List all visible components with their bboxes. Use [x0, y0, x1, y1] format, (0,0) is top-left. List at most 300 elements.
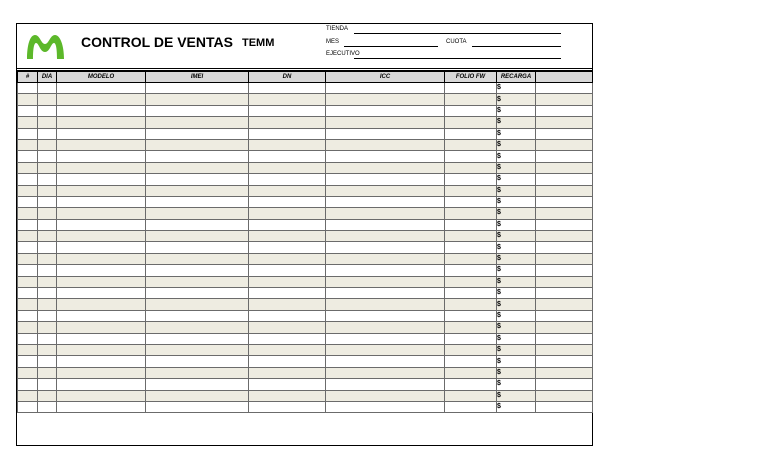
cell-icc[interactable] [326, 322, 445, 333]
cell-dn[interactable] [249, 288, 326, 299]
cell-dia[interactable] [38, 288, 57, 299]
cell-imei[interactable] [146, 379, 249, 390]
cell-modelo[interactable] [57, 288, 146, 299]
cell-folio-fw[interactable] [445, 379, 497, 390]
cell-icc[interactable] [326, 242, 445, 253]
cell-dn[interactable] [249, 310, 326, 321]
table-row [18, 310, 593, 321]
cell-modelo[interactable] [57, 219, 146, 230]
cell-icc[interactable] [326, 367, 445, 378]
cell-imei[interactable] [146, 162, 249, 173]
cell-number[interactable] [18, 310, 38, 321]
cell-dia[interactable] [38, 185, 57, 196]
cell-dia[interactable] [38, 162, 57, 173]
cell-icc[interactable] [326, 276, 445, 287]
cell-icc[interactable] [326, 196, 445, 207]
sales-control-sheet [16, 23, 593, 446]
cell-folio-fw[interactable] [445, 105, 497, 116]
table-row [18, 185, 593, 196]
cell-imei[interactable] [146, 94, 249, 105]
cell-dn[interactable] [249, 344, 326, 355]
cell-dia[interactable] [38, 299, 57, 310]
table-row [18, 265, 593, 276]
cell-dn[interactable] [249, 139, 326, 150]
table-row [18, 208, 593, 219]
cell-icc[interactable] [326, 231, 445, 242]
cell-number[interactable] [18, 117, 38, 128]
cell-number[interactable] [18, 231, 38, 242]
cell-folio-fw[interactable] [445, 83, 497, 94]
cell-extra[interactable] [536, 242, 593, 253]
cell-extra[interactable] [536, 128, 593, 139]
cell-dia[interactable] [38, 117, 57, 128]
table-row [18, 344, 593, 355]
cell-recarga[interactable]: $ [497, 288, 536, 299]
cell-number[interactable] [18, 162, 38, 173]
cell-dia[interactable] [38, 83, 57, 94]
cell-dn[interactable] [249, 231, 326, 242]
cell-dn[interactable] [249, 367, 326, 378]
cell-icc[interactable] [326, 185, 445, 196]
cell-folio-fw[interactable] [445, 390, 497, 401]
page-subtitle: TEMM [242, 37, 275, 49]
cell-recarga[interactable]: $ [497, 276, 536, 287]
cell-dn[interactable] [249, 276, 326, 287]
cell-dn[interactable] [249, 105, 326, 116]
table-row [18, 151, 593, 162]
brand-logo [24, 29, 67, 62]
table-row [18, 94, 593, 105]
cell-folio-fw[interactable] [445, 185, 497, 196]
cell-dn[interactable] [249, 265, 326, 276]
cell-folio-fw[interactable] [445, 139, 497, 150]
cell-imei[interactable] [146, 276, 249, 287]
cell-recarga[interactable]: $ [497, 174, 536, 185]
cell-dia[interactable] [38, 310, 57, 321]
cell-extra[interactable] [536, 185, 593, 196]
table-row [18, 242, 593, 253]
cell-recarga[interactable]: $ [497, 356, 536, 367]
cell-extra[interactable] [536, 174, 593, 185]
cell-extra[interactable] [536, 231, 593, 242]
cell-dia[interactable] [38, 94, 57, 105]
cell-folio-fw[interactable] [445, 253, 497, 264]
cell-icc[interactable] [326, 83, 445, 94]
cell-modelo[interactable] [57, 208, 146, 219]
cell-extra[interactable] [536, 356, 593, 367]
cell-imei[interactable] [146, 299, 249, 310]
cell-number[interactable] [18, 174, 38, 185]
cell-modelo[interactable] [57, 344, 146, 355]
cell-folio-fw[interactable] [445, 401, 497, 412]
cell-extra[interactable] [536, 367, 593, 378]
cell-recarga[interactable]: $ [497, 208, 536, 219]
cell-icc[interactable] [326, 310, 445, 321]
cell-number[interactable] [18, 390, 38, 401]
cell-imei[interactable] [146, 322, 249, 333]
cell-icc[interactable] [326, 288, 445, 299]
cell-recarga[interactable]: $ [497, 344, 536, 355]
cell-imei[interactable] [146, 105, 249, 116]
column-header-dia: DIA [38, 72, 57, 83]
cell-modelo[interactable] [57, 333, 146, 344]
cell-recarga[interactable]: $ [497, 390, 536, 401]
cell-modelo[interactable] [57, 379, 146, 390]
cell-dn[interactable] [249, 333, 326, 344]
cell-imei[interactable] [146, 139, 249, 150]
table-row [18, 276, 593, 287]
cell-folio-fw[interactable] [445, 299, 497, 310]
cell-imei[interactable] [146, 185, 249, 196]
cell-imei[interactable] [146, 401, 249, 412]
table-row [18, 356, 593, 367]
cell-recarga[interactable]: $ [497, 83, 536, 94]
cell-number[interactable] [18, 288, 38, 299]
cell-recarga[interactable]: $ [497, 231, 536, 242]
cell-imei[interactable] [146, 356, 249, 367]
cell-folio-fw[interactable] [445, 322, 497, 333]
cell-folio-fw[interactable] [445, 356, 497, 367]
cell-number[interactable] [18, 94, 38, 105]
column-header-icc: ICC [326, 72, 445, 83]
cell-imei[interactable] [146, 367, 249, 378]
cell-extra[interactable] [536, 288, 593, 299]
cell-folio-fw[interactable] [445, 151, 497, 162]
cell-number[interactable] [18, 196, 38, 207]
cell-icc[interactable] [326, 333, 445, 344]
table-row [18, 196, 593, 207]
cell-number[interactable] [18, 344, 38, 355]
cell-icc[interactable] [326, 344, 445, 355]
cell-modelo[interactable] [57, 276, 146, 287]
cell-dn[interactable] [249, 196, 326, 207]
cell-imei[interactable] [146, 288, 249, 299]
table-row [18, 401, 593, 412]
cell-dia[interactable] [38, 139, 57, 150]
cell-recarga[interactable]: $ [497, 242, 536, 253]
cell-dia[interactable] [38, 344, 57, 355]
cell-folio-fw[interactable] [445, 162, 497, 173]
cell-recarga[interactable]: $ [497, 139, 536, 150]
table-row [18, 322, 593, 333]
cell-modelo[interactable] [57, 105, 146, 116]
cell-icc[interactable] [326, 379, 445, 390]
cell-imei[interactable] [146, 310, 249, 321]
cell-recarga[interactable]: $ [497, 196, 536, 207]
cell-folio-fw[interactable] [445, 117, 497, 128]
cell-number[interactable] [18, 367, 38, 378]
cell-extra[interactable] [536, 162, 593, 173]
page-title: CONTROL DE VENTAS [81, 34, 233, 50]
cell-dia[interactable] [38, 253, 57, 264]
cell-modelo[interactable] [57, 390, 146, 401]
cell-folio-fw[interactable] [445, 219, 497, 230]
cell-dia[interactable] [38, 219, 57, 230]
cell-number[interactable] [18, 265, 38, 276]
cell-modelo[interactable] [57, 299, 146, 310]
cell-dia[interactable] [38, 379, 57, 390]
cell-dn[interactable] [249, 253, 326, 264]
cell-dia[interactable] [38, 105, 57, 116]
cell-folio-fw[interactable] [445, 174, 497, 185]
cell-modelo[interactable] [57, 310, 146, 321]
cell-modelo[interactable] [57, 128, 146, 139]
cell-dia[interactable] [38, 208, 57, 219]
cell-imei[interactable] [146, 242, 249, 253]
cell-dn[interactable] [249, 401, 326, 412]
cell-dn[interactable] [249, 162, 326, 173]
cell-modelo[interactable] [57, 162, 146, 173]
cell-extra[interactable] [536, 344, 593, 355]
cell-dia[interactable] [38, 333, 57, 344]
cell-folio-fw[interactable] [445, 196, 497, 207]
cell-extra[interactable] [536, 83, 593, 94]
cell-recarga[interactable]: $ [497, 151, 536, 162]
cell-dn[interactable] [249, 242, 326, 253]
cell-dia[interactable] [38, 231, 57, 242]
cell-icc[interactable] [326, 219, 445, 230]
cell-dn[interactable] [249, 356, 326, 367]
table-row [18, 83, 593, 94]
table-row [18, 174, 593, 185]
cell-modelo[interactable] [57, 367, 146, 378]
cell-folio-fw[interactable] [445, 367, 497, 378]
cell-icc[interactable] [326, 174, 445, 185]
cell-icc[interactable] [326, 208, 445, 219]
cell-folio-fw[interactable] [445, 265, 497, 276]
cell-dn[interactable] [249, 151, 326, 162]
cell-icc[interactable] [326, 94, 445, 105]
cell-folio-fw[interactable] [445, 242, 497, 253]
cell-modelo[interactable] [57, 185, 146, 196]
cell-modelo[interactable] [57, 242, 146, 253]
cell-imei[interactable] [146, 83, 249, 94]
cell-extra[interactable] [536, 333, 593, 344]
cell-extra[interactable] [536, 94, 593, 105]
cell-number[interactable] [18, 401, 38, 412]
cell-icc[interactable] [326, 356, 445, 367]
cell-icc[interactable] [326, 128, 445, 139]
mes-field[interactable] [344, 46, 438, 47]
cell-dn[interactable] [249, 174, 326, 185]
cell-icc[interactable] [326, 390, 445, 401]
cell-modelo[interactable] [57, 139, 146, 150]
cell-icc[interactable] [326, 162, 445, 173]
cell-modelo[interactable] [57, 253, 146, 264]
cell-dia[interactable] [38, 196, 57, 207]
cell-dn[interactable] [249, 128, 326, 139]
cell-recarga[interactable]: $ [497, 322, 536, 333]
cell-modelo[interactable] [57, 231, 146, 242]
cell-recarga[interactable]: $ [497, 219, 536, 230]
cell-imei[interactable] [146, 231, 249, 242]
cell-imei[interactable] [146, 128, 249, 139]
cuota-label: CUOTA [446, 39, 467, 45]
cell-modelo[interactable] [57, 322, 146, 333]
column-header-imei: IMEI [146, 72, 249, 83]
table-row [18, 139, 593, 150]
cell-dia[interactable] [38, 367, 57, 378]
cell-modelo[interactable] [57, 265, 146, 276]
cell-dn[interactable] [249, 299, 326, 310]
cell-number[interactable] [18, 242, 38, 253]
cell-folio-fw[interactable] [445, 231, 497, 242]
table-row [18, 379, 593, 390]
cell-imei[interactable] [146, 151, 249, 162]
cell-imei[interactable] [146, 333, 249, 344]
cell-modelo[interactable] [57, 196, 146, 207]
cell-folio-fw[interactable] [445, 310, 497, 321]
cell-extra[interactable] [536, 208, 593, 219]
cell-imei[interactable] [146, 208, 249, 219]
cell-dia[interactable] [38, 322, 57, 333]
cell-imei[interactable] [146, 196, 249, 207]
cell-extra[interactable] [536, 219, 593, 230]
table-row [18, 390, 593, 401]
cell-modelo[interactable] [57, 151, 146, 162]
cell-icc[interactable] [326, 105, 445, 116]
cell-folio-fw[interactable] [445, 208, 497, 219]
cell-imei[interactable] [146, 344, 249, 355]
cell-extra[interactable] [536, 196, 593, 207]
cell-folio-fw[interactable] [445, 333, 497, 344]
cell-number[interactable] [18, 356, 38, 367]
cell-dia[interactable] [38, 151, 57, 162]
cell-number[interactable] [18, 219, 38, 230]
cell-number[interactable] [18, 333, 38, 344]
cell-icc[interactable] [326, 265, 445, 276]
cell-dia[interactable] [38, 174, 57, 185]
cell-dn[interactable] [249, 390, 326, 401]
column-header-modelo: MODELO [57, 72, 146, 83]
cell-recarga[interactable]: $ [497, 117, 536, 128]
table-row [18, 117, 593, 128]
cell-modelo[interactable] [57, 401, 146, 412]
cell-recarga[interactable]: $ [497, 128, 536, 139]
cell-extra[interactable] [536, 379, 593, 390]
cell-number[interactable] [18, 105, 38, 116]
cell-recarga[interactable]: $ [497, 299, 536, 310]
cell-number[interactable] [18, 253, 38, 264]
cell-imei[interactable] [146, 219, 249, 230]
cell-modelo[interactable] [57, 117, 146, 128]
cell-dn[interactable] [249, 322, 326, 333]
ejecutivo-label: EJECUTIVO [326, 51, 360, 57]
cell-icc[interactable] [326, 401, 445, 412]
cell-dia[interactable] [38, 401, 57, 412]
cell-dia[interactable] [38, 265, 57, 276]
cell-imei[interactable] [146, 174, 249, 185]
cell-recarga[interactable]: $ [497, 310, 536, 321]
cell-modelo[interactable] [57, 94, 146, 105]
cell-number[interactable] [18, 151, 38, 162]
ejecutivo-field[interactable] [354, 58, 561, 59]
cell-icc[interactable] [326, 253, 445, 264]
cell-recarga[interactable]: $ [497, 367, 536, 378]
cell-extra[interactable] [536, 151, 593, 162]
cell-imei[interactable] [146, 265, 249, 276]
cell-number[interactable] [18, 299, 38, 310]
cell-recarga[interactable]: $ [497, 94, 536, 105]
cell-dn[interactable] [249, 83, 326, 94]
cell-folio-fw[interactable] [445, 128, 497, 139]
cell-dn[interactable] [249, 219, 326, 230]
cell-number[interactable] [18, 208, 38, 219]
cell-dn[interactable] [249, 117, 326, 128]
table-body [18, 83, 593, 413]
cell-dn[interactable] [249, 94, 326, 105]
cell-number[interactable] [18, 379, 38, 390]
cell-extra[interactable] [536, 390, 593, 401]
table-row [18, 253, 593, 264]
cell-recarga[interactable]: $ [497, 253, 536, 264]
cell-modelo[interactable] [57, 356, 146, 367]
cell-folio-fw[interactable] [445, 288, 497, 299]
cell-folio-fw[interactable] [445, 344, 497, 355]
cell-imei[interactable] [146, 253, 249, 264]
cell-icc[interactable] [326, 151, 445, 162]
cell-recarga[interactable]: $ [497, 265, 536, 276]
cell-extra[interactable] [536, 253, 593, 264]
cell-number[interactable] [18, 139, 38, 150]
cell-extra[interactable] [536, 322, 593, 333]
cell-recarga[interactable]: $ [497, 162, 536, 173]
cell-extra[interactable] [536, 310, 593, 321]
tienda-field[interactable] [354, 33, 561, 34]
cell-folio-fw[interactable] [445, 94, 497, 105]
cell-extra[interactable] [536, 265, 593, 276]
cell-number[interactable] [18, 83, 38, 94]
cuota-field[interactable] [472, 46, 561, 47]
cell-extra[interactable] [536, 117, 593, 128]
cell-icc[interactable] [326, 139, 445, 150]
cell-icc[interactable] [326, 299, 445, 310]
cell-modelo[interactable] [57, 83, 146, 94]
cell-extra[interactable] [536, 401, 593, 412]
cell-recarga[interactable]: $ [497, 379, 536, 390]
table-header-row [18, 72, 593, 83]
cell-dia[interactable] [38, 128, 57, 139]
cell-number[interactable] [18, 185, 38, 196]
column-header-folio-fw: FOLIO FW [445, 72, 497, 83]
cell-extra[interactable] [536, 139, 593, 150]
cell-dn[interactable] [249, 185, 326, 196]
cell-dn[interactable] [249, 208, 326, 219]
cell-modelo[interactable] [57, 174, 146, 185]
cell-imei[interactable] [146, 390, 249, 401]
cell-icc[interactable] [326, 117, 445, 128]
cell-dia[interactable] [38, 390, 57, 401]
cell-dn[interactable] [249, 379, 326, 390]
cell-extra[interactable] [536, 299, 593, 310]
cell-dia[interactable] [38, 242, 57, 253]
cell-recarga[interactable]: $ [497, 105, 536, 116]
cell-recarga[interactable]: $ [497, 333, 536, 344]
cell-number[interactable] [18, 128, 38, 139]
cell-dia[interactable] [38, 276, 57, 287]
table-row [18, 219, 593, 230]
cell-imei[interactable] [146, 117, 249, 128]
cell-extra[interactable] [536, 105, 593, 116]
cell-folio-fw[interactable] [445, 276, 497, 287]
cell-extra[interactable] [536, 276, 593, 287]
cell-recarga[interactable]: $ [497, 185, 536, 196]
cell-number[interactable] [18, 322, 38, 333]
cell-recarga[interactable]: $ [497, 401, 536, 412]
mes-label: MES [326, 39, 340, 45]
cell-number[interactable] [18, 276, 38, 287]
cell-dia[interactable] [38, 356, 57, 367]
